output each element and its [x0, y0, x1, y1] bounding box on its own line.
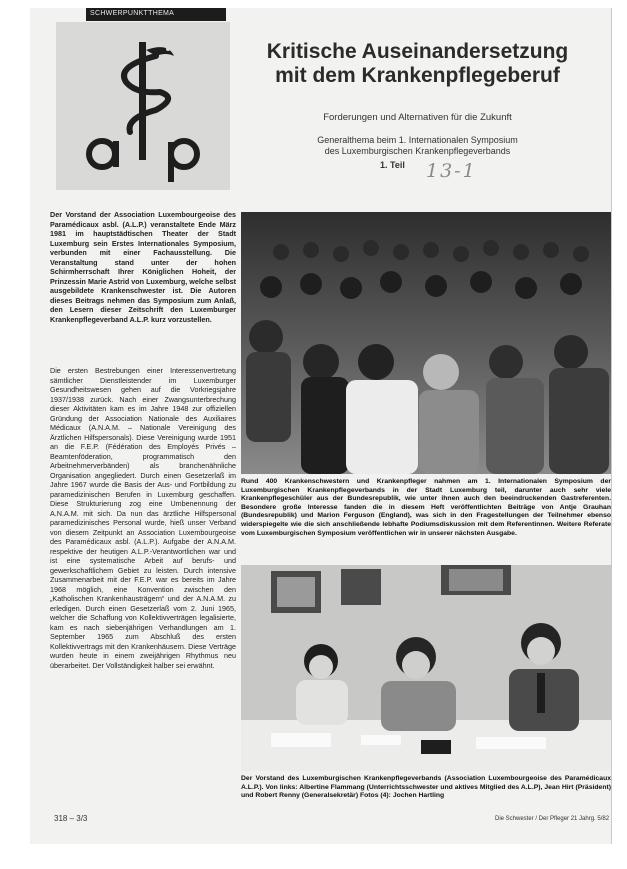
generalthema-line-2: des Luxemburgischen Krankenpflegeverbands	[324, 146, 511, 156]
article-title	[235, 40, 600, 88]
audience-photo	[241, 212, 611, 474]
handwritten-note: 13-1	[426, 160, 477, 182]
board-photo	[241, 565, 611, 771]
part-label: 1. Teil	[380, 160, 405, 170]
caduceus-logo-icon	[56, 22, 230, 190]
generalthema	[235, 135, 600, 157]
intro-paragraph: Der Vorstand der Association Luxembourgeoise des Paramédicaux asbl. (A.L.P.) veranstaltete Ende März 1981 im hauptstädtischen Theater der Stadt Luxemburg sein Erstes Internationales Symposium, verbunden mit einer Fachausstellung. Die Veranstaltung stand unter der hohen Schirmherrschaft Ihrer Königlichen Hoheit, der Prinzessin Marie Astrid von Luxemburg, welche selbst ausgebildete Krankenschwester ist. Die Autoren dieses Beitrags nehmen das Symposium zum Anlaß, den Lesern dieser Zeitschrift den Luxemburger Krankenpflegeverband A.L.P. kurz vorzustellen.	[50, 210, 236, 324]
page-number: 318 – 3/3	[54, 814, 88, 823]
article-subtitle: Forderungen und Alternativen für die Zukunft	[323, 112, 512, 123]
body-text-column: Die ersten Bestrebungen einer Interessenvertretung sämtlicher Dienstleistender im Luxemburger Gesundheitswesen gehen auf die Vorkriegsjahre 1937/1938 zurück. Nach einer Zwangsunterbrechung dieser Aktivitäten kam es im Jahre 1948 zur offiziellen Gründung der Association Nationale des Auxiliaires Médicaux (A.N.A.M. – Nationale Vereinigung des Ärztlichen Hilfspersonals). Diese Vereinigung wurde 1951 an die F.E.P. (Fédération des Employés Privés – Beamtenföderation, programmatisch den Arbeitnehmerverbänden) als branchenähnliche Organisation angegliedert. Durch einen Gesetzerlaß im Jahre 1967 wurde die Basis der Aus- und Fortbildung zu paramedizinischen Berufen in Luxemburg geschaffen. Diese Strukturierung zog eine Umbenennung der A.N.A.M. mit sich. Da nun das ärztliche Hilfspersonal paramedizinisches Personal wurde, hieß unser Verband von diesem Zeitpunkt an Association Luxembourgeoise des Paramédicaux asbl. (A.L.P.). Aufgabe der A.N.A.M. respektive der heutigen A.L.P.-Verantwortlichen war und ist eine systematische Arbeit auf berufs- und gewerkschaftlichem Gebiet zu leisten. Durch intensive Zusammenarbeit mit der F.E.P. war es bereits im Jahre 1968 möglich, eine Konvention zwischen den „Katholischen Krankenhausträgern“ und der A.N.A.M. zu erledigen. Durch einen Gesetzerlaß vom 2. Juni 1965, welcher die Schaffung von Kollektivverträgen legalisierte, kam es nach siebenjährigen Verhandlungen am 1. September 1965 zum Abschluß des ersten Kollektivvertrags mit den Krankenhäusern. Diese Verträge wurden heute in einem zweijährigen Rhythmus neu überarbeitet. Der Vollständigkeit halber sei erwähnt.	[50, 366, 236, 670]
section-tag: SCHWERPUNKTTHEMA	[86, 8, 226, 21]
audience-photo-caption: Rund 400 Krankenschwestern und Krankenpfleger nahmen am 1. Internationalen Symposium der Luxemburgischen Krankenpflegeverbands in der Stadt Luxemburg teil, darunter auch sehr viele Krankenpflegeschüler aus der Bundesrepublik, wie unter ihnen auch den beeindruckenden Gastreferenten. Besondere große Interesse fanden die in diesem Heft veröffentlichten Beiträge von Antje Grauhan (Bundesrepublik) und Marion Ferguson (England), was sich in den Fragestellungen der Teilnehmer ebenso widerspiegelte wie die sich anschließende lebhafte Podiumsdiskussion mit dem Referentinnen. Weitere Referate vom Luxemburgischen Symposium veröffentlichen wir in unserer nächsten Ausgabe.	[241, 478, 611, 537]
title-line-1: Kritische Auseinandersetzung	[266, 40, 569, 63]
alp-logo	[56, 22, 230, 190]
generalthema-line-1: Generalthema beim 1. Internationalen Symposium	[317, 135, 518, 145]
board-photo-caption: Der Vorstand des Luxemburgischen Krankenpflegeverbands (Association Luxembourgeoise des Paramédicaux A.L.P.). Von links: Albertine Flammang (Unterrichtsschwester und aktives Mitglied des A.L.P), Jean Hirt (Präsident) und Robert Renny (Generalsekretär) Fotos (4): Jochen Hartling	[241, 775, 611, 800]
journal-reference: Die Schwester / Der Pfleger 21 Jahrg. 5/82	[495, 816, 610, 822]
title-line-2: mit dem Krankenpflegeberuf	[275, 64, 560, 87]
